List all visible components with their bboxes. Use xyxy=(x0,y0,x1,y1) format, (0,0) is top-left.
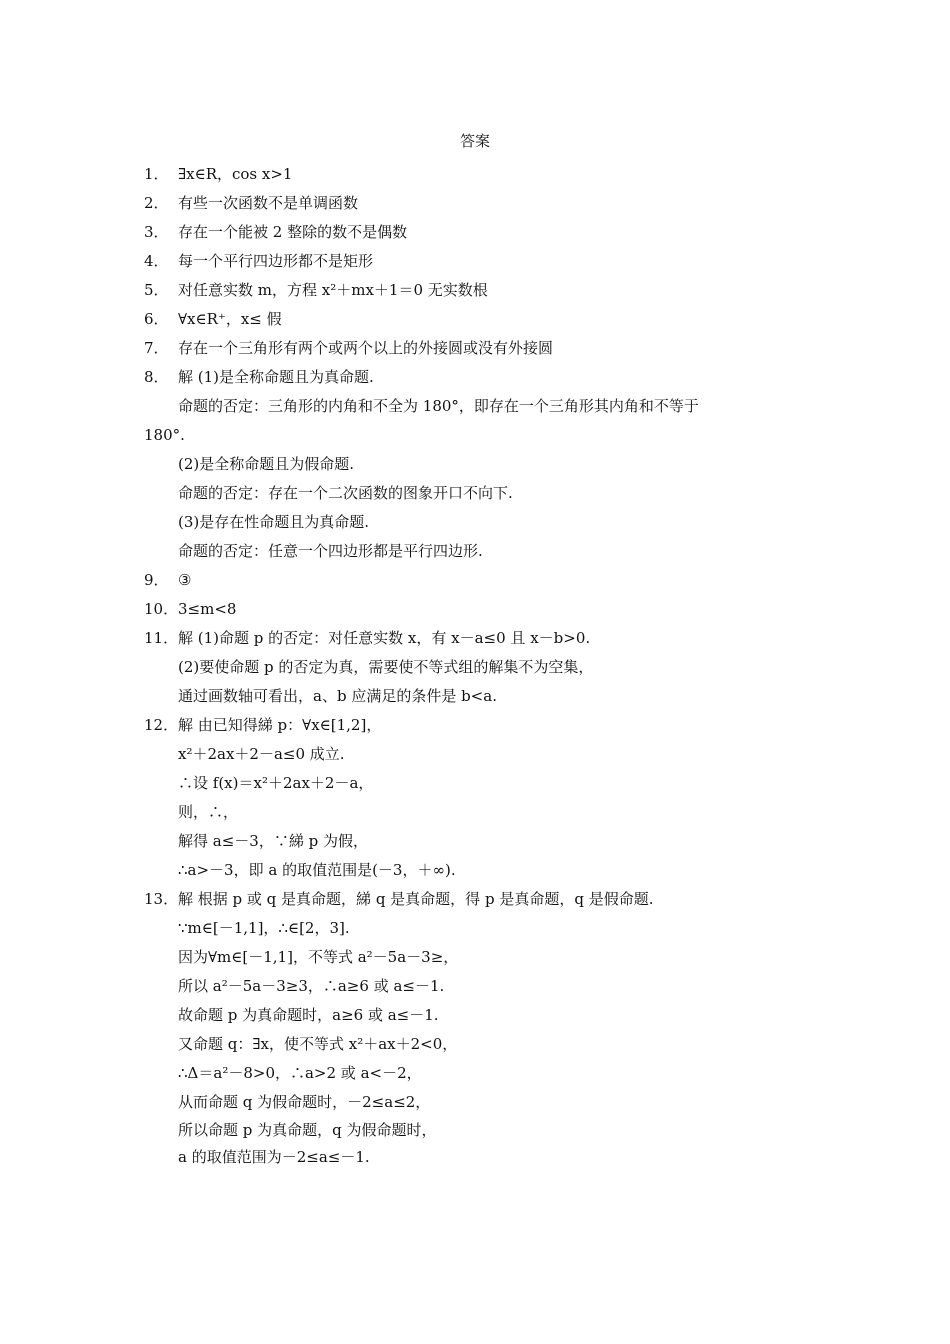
answer-number: 10． xyxy=(144,600,179,618)
answer-number: 6． xyxy=(144,310,169,328)
answer-number: 13． xyxy=(144,890,179,908)
answer-number: 8． xyxy=(144,368,169,386)
answer-item-9 xyxy=(144,566,824,595)
answer-item-7 xyxy=(144,334,824,363)
answer-text: 存在一个三角形有两个或两个以上的外接圆或没有外接圆 xyxy=(178,339,554,357)
answer-item-11 xyxy=(144,624,824,653)
answer-text: 对任意实数 m，方程 x²＋mx＋1＝0 无实数根 xyxy=(178,281,488,299)
answer-number: 12． xyxy=(144,716,179,734)
answer-text: ③ xyxy=(178,571,192,589)
answer-12-line: ∴设 f(x)＝x²＋2ax＋2－a， xyxy=(178,774,374,792)
answer-text: ∀x∈R⁺，x≤ 假 xyxy=(178,310,282,328)
answer-8-line: 180°. xyxy=(144,426,185,444)
answer-text: 每一个平行四边形都不是矩形 xyxy=(178,252,374,270)
answer-text: 存在一个能被 2 整除的数不是偶数 xyxy=(178,223,408,241)
answer-13-line: 因为∀m∈[－1,1]，不等式 a²－5a－3≥， xyxy=(178,948,459,966)
answer-list xyxy=(144,160,824,1171)
answer-item-1 xyxy=(144,160,824,189)
answer-12-line: 则，∴， xyxy=(178,803,239,821)
answer-13-line: ∴Δ＝a²－8>0，∴a>2 或 a<－2， xyxy=(178,1064,422,1082)
answer-8-line: 命题的否定：三角形的内角和不全为 180°，即存在一个三角形其内角和不等于 xyxy=(178,397,699,415)
page-title: 答案 xyxy=(459,132,490,150)
answer-text: 有些一次函数不是单调函数 xyxy=(178,194,359,212)
answer-text: 3≤m<8 xyxy=(178,600,237,618)
answer-11-line: 通过画数轴可看出，a、b 应满足的条件是 b<a. xyxy=(178,687,497,705)
answer-11-line: (2)要使命题 p 的否定为真，需要使不等式组的解集不为空集， xyxy=(178,658,594,676)
answer-8-line: 命题的否定：任意一个四边形都是平行四边形. xyxy=(178,542,483,560)
answer-text: 解 根据 p 或 q 是真命题，綈 q 是真命题，得 p 是真命题，q 是假命题. xyxy=(178,890,654,908)
answer-number: 7． xyxy=(144,339,169,357)
answer-number: 2． xyxy=(144,194,169,212)
answer-12-line: x²＋2ax＋2－a≤0 成立. xyxy=(178,745,345,763)
answer-8-line: (2)是全称命题且为假命题. xyxy=(178,455,355,473)
answer-13-line: 又命题 q：∃x，使不等式 x²＋ax＋2<0， xyxy=(178,1035,458,1053)
answer-item-2 xyxy=(144,189,824,218)
answer-item-12 xyxy=(144,711,824,740)
answer-item-4 xyxy=(144,247,824,276)
answer-item-13 xyxy=(144,885,824,914)
answer-number: 3． xyxy=(144,223,169,241)
answer-text: ∃x∈R，cos x>1 xyxy=(178,165,293,183)
answer-item-10 xyxy=(144,595,824,624)
answer-item-5 xyxy=(144,276,824,305)
answer-number: 9． xyxy=(144,571,169,589)
answer-8-line: 命题的否定：存在一个二次函数的图象开口不向下. xyxy=(178,484,513,502)
answer-text: 解 由已知得綈 p：∀x∈[1,2]， xyxy=(178,716,382,734)
answer-item-3 xyxy=(144,218,824,247)
answer-13-line: a 的取值范围为－2≤a≤－1. xyxy=(178,1148,370,1166)
answer-13-line: 从而命题 q 为假命题时，－2≤a≤2， xyxy=(178,1093,431,1111)
answer-13-line: 故命题 p 为真命题时，a≥6 或 a≤－1. xyxy=(178,1006,439,1024)
answer-12-line: 解得 a≤－3，∵綈 p 为假， xyxy=(178,832,368,850)
answer-text: 解 (1)是全称命题且为真命题. xyxy=(178,368,374,386)
answer-13-line: ∵m∈[－1,1]，∴∈[2，3]. xyxy=(178,919,350,937)
answer-12-line: ∴a>－3，即 a 的取值范围是(－3，＋∞). xyxy=(178,861,456,879)
answer-number: 4． xyxy=(144,252,169,270)
answer-13-line: 所以命题 p 为真命题，q 为假命题时， xyxy=(178,1121,437,1139)
answer-13-line: 所以 a²－5a－3≥3，∴a≥6 或 a≤－1. xyxy=(178,977,445,995)
answer-8-line: (3)是存在性命题且为真命题. xyxy=(178,513,370,531)
answer-text: 解 (1)命题 p 的否定：对任意实数 x，有 x－a≤0 且 x－b>0. xyxy=(178,629,591,647)
answer-item-8 xyxy=(144,363,824,392)
answer-number: 11． xyxy=(144,629,179,647)
answer-item-6 xyxy=(144,305,824,334)
answer-number: 5． xyxy=(144,281,169,299)
answer-number: 1． xyxy=(144,165,169,183)
